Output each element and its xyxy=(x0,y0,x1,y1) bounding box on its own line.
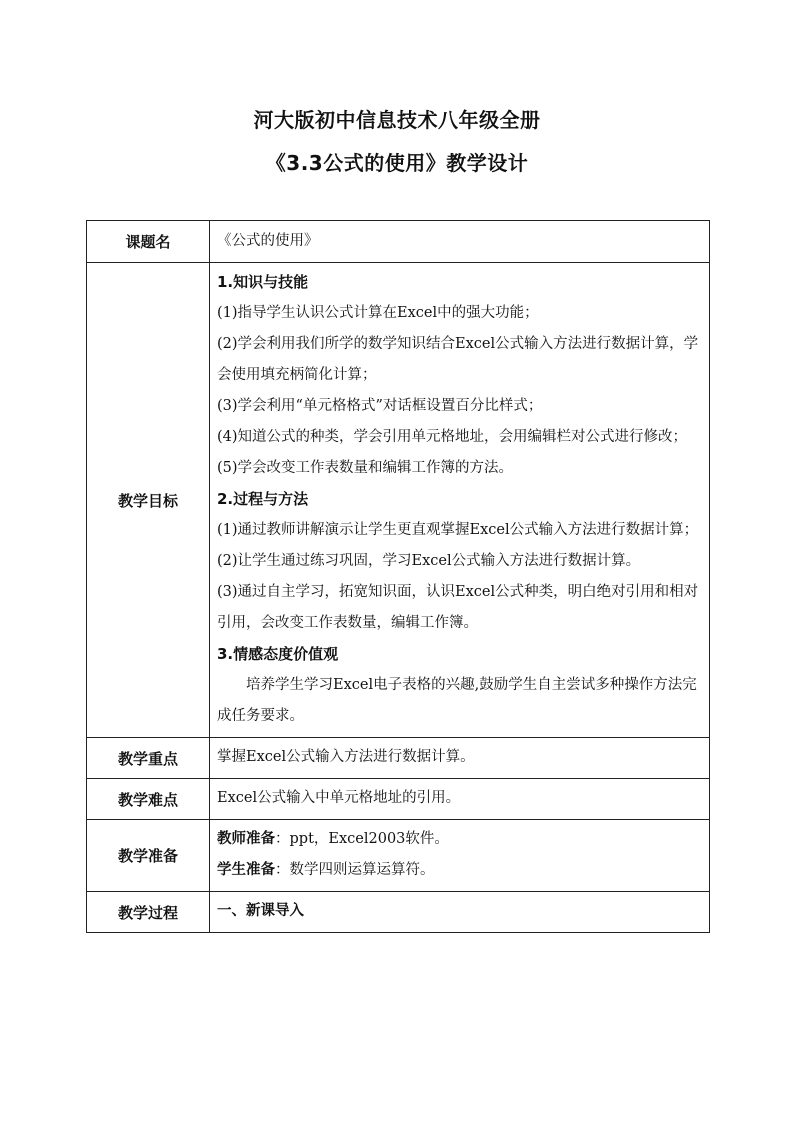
list-item: (1)指导学生认识公式计算在Excel中的强大功能； xyxy=(217,305,539,321)
list-item: (5)学会改变工作表数量和编辑工作簿的方法。 xyxy=(217,460,514,476)
lesson-plan-table xyxy=(86,220,710,933)
paragraph: 培养学生学习Excel电子表格的兴趣,鼓励学生自主尝试多种操作方法完成任务要求。 xyxy=(217,677,697,724)
table-row xyxy=(87,263,710,738)
document-title: 河大版初中信息技术八年级全册 xyxy=(253,108,541,132)
section-heading: 2.过程与方法 xyxy=(217,490,309,508)
table-row xyxy=(87,221,710,263)
document-subtitle: 《3.3公式的使用》教学设计 xyxy=(265,151,529,175)
section-heading: 3.情感态度价值观 xyxy=(217,645,339,663)
list-item: (2)让学生通过练习巩固，学习Excel公式输入方法进行数据计算。 xyxy=(217,553,641,569)
table-row xyxy=(87,820,710,892)
row-label-topic: 课题名 xyxy=(87,221,210,263)
difficulty-value: Excel公式输入中单元格地址的引用。 xyxy=(210,779,710,820)
objectives-content xyxy=(210,263,710,738)
list-item: (2)学会利用我们所学的数学知识结合Excel公式输入方法进行数据计算，学会使用填充柄简化计算； xyxy=(217,336,699,383)
row-label-preparation: 教学准备 xyxy=(87,820,210,892)
row-label-objectives: 教学目标 xyxy=(87,263,210,738)
row-label-key-point: 教学重点 xyxy=(87,738,210,779)
teacher-preparation: 教师准备：ppt，Excel2003软件。 xyxy=(217,831,449,847)
list-item: (3)通过自主学习，拓宽知识面，认识Excel公式种类，明白绝对引用和相对引用，会改变工作表数量，编辑工作簿。 xyxy=(217,584,699,631)
list-item: (3)学会利用“单元格格式”对话框设置百分比样式； xyxy=(217,398,543,414)
topic-value: 《公式的使用》 xyxy=(210,221,710,263)
process-value: 一、新课导入 xyxy=(210,892,710,933)
section-heading: 1.知识与技能 xyxy=(217,273,309,291)
preparation-content xyxy=(210,820,710,892)
table-row xyxy=(87,738,710,779)
table-row xyxy=(87,779,710,820)
table-row xyxy=(87,892,710,933)
student-preparation: 学生准备：数学四则运算运算符。 xyxy=(217,862,435,878)
list-item: (4)知道公式的种类，学会引用单元格地址，会用编辑栏对公式进行修改； xyxy=(217,429,688,445)
list-item: (1)通过教师讲解演示让学生更直观掌握Excel公式输入方法进行数据计算； xyxy=(217,522,699,538)
key-point-value: 掌握Excel公式输入方法进行数据计算。 xyxy=(210,738,710,779)
row-label-process: 教学过程 xyxy=(87,892,210,933)
row-label-difficulty: 教学难点 xyxy=(87,779,210,820)
